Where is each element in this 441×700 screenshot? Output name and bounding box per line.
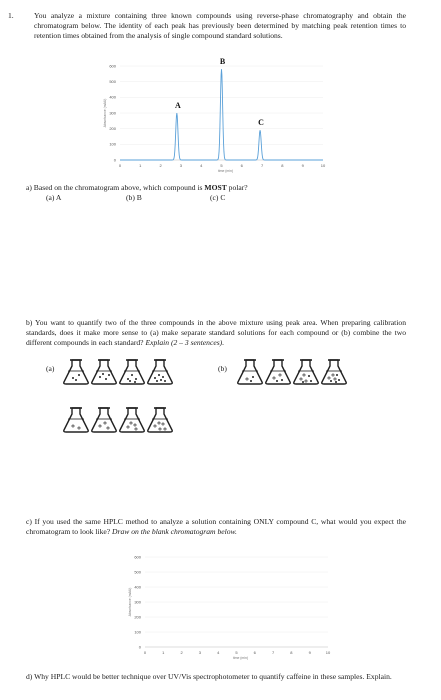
qa-prompt-end: polar? — [226, 183, 248, 192]
y-tick-label: 0 — [113, 157, 116, 163]
x-tick-label: 0 — [118, 163, 122, 168]
x-tick-label: 0 — [143, 650, 147, 655]
question-b-text — [26, 318, 406, 349]
chromatogram-trace — [120, 69, 323, 160]
x-tick-label: 10 — [320, 163, 326, 168]
option-c[interactable]: (c) C — [210, 193, 226, 202]
option-a[interactable]: (a) A — [46, 193, 62, 202]
option-b-label: (b) — [218, 364, 227, 373]
flask-icon — [148, 408, 173, 432]
y-tick-label: 600 — [109, 63, 116, 69]
x-tick-label: 7 — [271, 650, 275, 655]
y-tick-label: 400 — [109, 94, 116, 100]
y-axis-label: Absorbance (mAU) — [103, 98, 107, 128]
x-tick-label: 2 — [159, 163, 162, 168]
x-axis-label: time (min) — [217, 169, 234, 173]
x-tick-label: 4 — [200, 163, 203, 168]
qb-text: b) You want to quantify two of the three compounds in the above mixture using peak area. When preparing calibration standards, does it make more sense to (a) make separate standard solutions for each compound or (b) combine the two different compounds in each standard? — [26, 318, 406, 348]
option-a-label: (a) — [46, 364, 55, 373]
x-tick-label: 3 — [198, 650, 202, 655]
flask-icon — [148, 360, 173, 384]
flask-icon — [322, 360, 347, 384]
peak-label: A — [174, 101, 181, 110]
x-tick-label: 5 — [220, 163, 223, 168]
y-tick-label: 400 — [134, 584, 141, 590]
y-tick-label: 300 — [109, 110, 116, 116]
y-axis-label: Absorbance (mAU) — [128, 587, 132, 617]
question-d-text: d) Why HPLC would be better technique over UV/Vis spectrophotometer to quantify caffeine in these samples. Explain. — [26, 672, 392, 681]
y-tick-label: 100 — [109, 141, 116, 147]
qc-text: c) If you used the same HPLC method to analyze a solution containing ONLY compound C, what would you expect the chromatogram to look like? — [26, 517, 406, 537]
flasks-option-a — [60, 354, 180, 444]
peak-label: C — [258, 118, 264, 128]
x-tick-label: 9 — [301, 163, 304, 168]
y-tick-label: 100 — [134, 629, 141, 635]
x-tick-label: 6 — [240, 163, 243, 168]
y-tick-label: 300 — [134, 599, 141, 605]
flask-icon — [120, 408, 145, 432]
flask-icon — [238, 360, 263, 384]
x-tick-label: 9 — [308, 650, 311, 655]
qb-instruction: Explain (2 – 3 sentences). — [145, 338, 225, 348]
x-tick-label: 1 — [139, 163, 142, 168]
y-tick-label: 200 — [109, 126, 116, 132]
flask-icon — [294, 360, 319, 384]
x-tick-label: 4 — [217, 650, 220, 655]
x-tick-label: 6 — [253, 650, 256, 655]
x-tick-label: 1 — [162, 650, 165, 655]
blank-chromatogram-chart[interactable] — [105, 548, 345, 666]
x-tick-label: 8 — [281, 163, 284, 168]
question-c-text — [26, 517, 406, 537]
qc-instruction: Draw on the blank chromatogram below. — [112, 527, 237, 537]
x-tick-label: 5 — [235, 650, 238, 655]
flask-icon — [120, 360, 145, 384]
flask-icon — [64, 360, 89, 384]
y-tick-label: 500 — [134, 569, 141, 575]
question-number: 1. — [8, 11, 14, 20]
x-tick-label: 3 — [179, 163, 183, 168]
x-tick-label: 7 — [260, 163, 264, 168]
y-tick-label: 200 — [134, 614, 141, 620]
flask-icon — [92, 408, 117, 432]
option-b[interactable]: (b) B — [126, 193, 142, 202]
question-1-text: You analyze a mixture containing three known compounds using reverse-phase chromatography and obtain the chromatogram below. The identity of each peak has previously been determined by matching peak retention times to retention times obtained from the analysis of single compound standard solutions. — [34, 11, 406, 41]
chart-1-plot — [103, 57, 326, 173]
chart-2-plot — [128, 554, 331, 660]
peak-label: B — [219, 57, 226, 67]
flask-icon — [266, 360, 291, 384]
x-tick-label: 2 — [180, 650, 183, 655]
x-axis-label: time (min) — [232, 656, 249, 660]
x-tick-label: 10 — [325, 650, 331, 655]
flask-icon — [64, 408, 89, 432]
flasks-option-b — [232, 354, 362, 404]
qa-prompt-bold: MOST — [204, 183, 227, 192]
x-tick-label: 8 — [290, 650, 293, 655]
y-tick-label: 600 — [134, 554, 141, 560]
y-tick-label: 0 — [138, 644, 141, 650]
qa-prompt-start: a) Based on the chromatogram above, which compound is — [26, 183, 205, 192]
question-a-text — [26, 183, 248, 192]
flask-icon — [92, 360, 117, 384]
y-tick-label: 500 — [109, 79, 116, 85]
chromatogram-chart — [90, 56, 340, 180]
